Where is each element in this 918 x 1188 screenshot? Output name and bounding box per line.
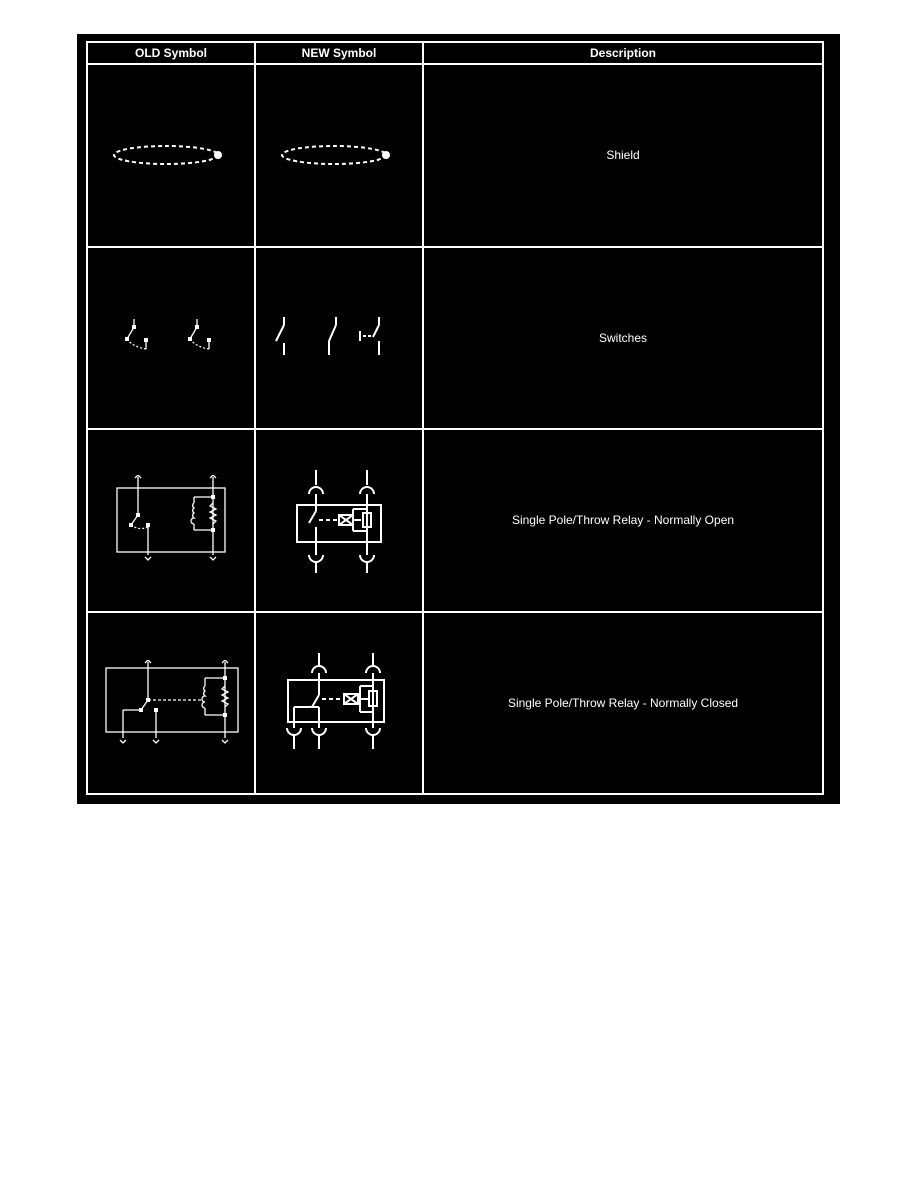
new-symbol-cell (255, 612, 423, 795)
new-symbol-cell (255, 64, 423, 247)
table-row (87, 247, 823, 430)
symbol-table (86, 41, 824, 795)
description-cell: Single Pole/Throw Relay - Normally Open (423, 429, 823, 612)
header-row (87, 42, 823, 64)
header-old-symbol: OLD Symbol (87, 42, 255, 64)
table-row (87, 612, 823, 795)
header-new-symbol: NEW Symbol (255, 42, 423, 64)
old-symbol-cell (87, 429, 255, 612)
shield-new-icon (274, 140, 404, 170)
shield-old-icon (106, 140, 236, 170)
relay-nc-old-icon (101, 660, 241, 745)
switches-new-icon (269, 313, 409, 363)
description-cell: Shield (423, 64, 823, 247)
new-symbol-cell (255, 429, 423, 612)
switches-old-icon (111, 313, 231, 363)
old-symbol-cell (87, 247, 255, 430)
description-cell: Single Pole/Throw Relay - Normally Closed (423, 612, 823, 795)
table-row (87, 429, 823, 612)
symbol-sheet (77, 34, 840, 804)
table-row (87, 64, 823, 247)
description-cell: Switches (423, 247, 823, 430)
new-symbol-cell (255, 247, 423, 430)
header-description: Description (423, 42, 823, 64)
relay-nc-new-icon (274, 653, 404, 753)
old-symbol-cell (87, 612, 255, 795)
relay-no-old-icon (111, 475, 231, 565)
relay-no-new-icon (284, 465, 394, 575)
old-symbol-cell (87, 64, 255, 247)
